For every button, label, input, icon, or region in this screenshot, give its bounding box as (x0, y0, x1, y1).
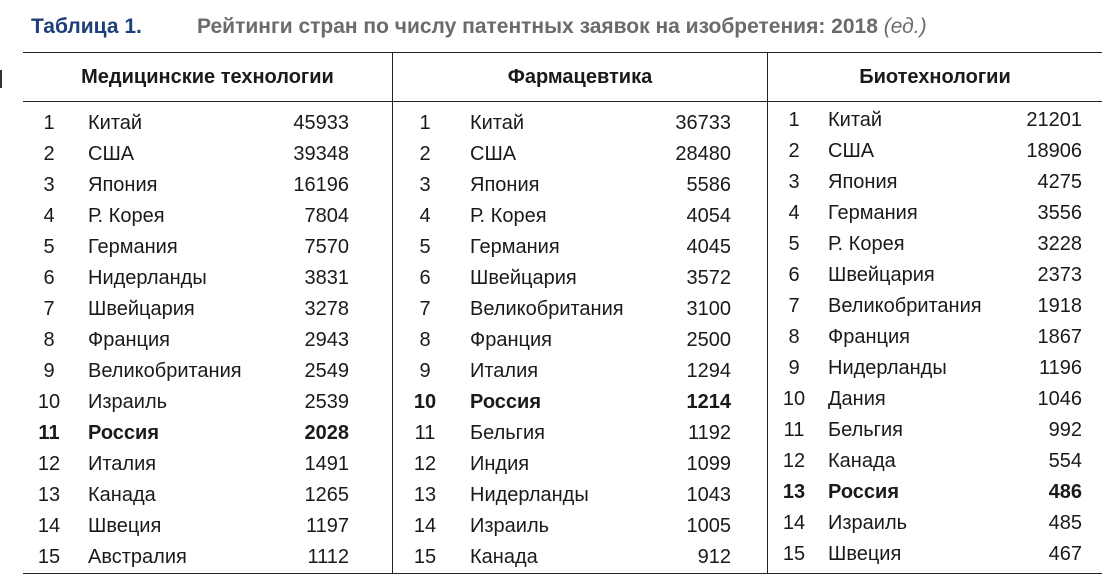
country-cell: Франция (828, 326, 910, 348)
rank-cell: 13 (413, 484, 437, 506)
country-cell: Израиль (88, 391, 168, 413)
value-cell: 36733 (675, 112, 731, 134)
table-row (768, 415, 1102, 446)
rank-cell: 14 (413, 515, 437, 537)
value-cell: 2500 (686, 329, 731, 351)
country-cell: Германия (88, 236, 178, 258)
value-cell: 3831 (304, 267, 349, 289)
table-row (768, 384, 1102, 415)
rank-cell: 9 (419, 360, 431, 382)
value-cell: 1214 (686, 391, 731, 413)
rank-cell: 1 (43, 112, 55, 134)
rank-cell: 12 (413, 453, 437, 475)
value-cell: 4045 (686, 236, 731, 258)
column-biotech (768, 53, 1102, 573)
table-row (393, 449, 767, 480)
value-cell: 2028 (304, 422, 349, 444)
table-number: Таблица 1. (31, 15, 142, 38)
value-cell: 16196 (293, 174, 349, 196)
country-cell: Япония (470, 174, 540, 196)
table-row (768, 322, 1102, 353)
rank-cell: 15 (782, 543, 806, 565)
rank-cell: 10 (37, 391, 61, 413)
country-cell: Франция (470, 329, 552, 351)
value-cell: 486 (1048, 481, 1082, 503)
table-row (393, 139, 767, 170)
table-row (768, 229, 1102, 260)
rank-cell: 15 (37, 546, 61, 568)
table-row (393, 325, 767, 356)
value-cell: 4275 (1037, 171, 1082, 193)
country-cell: Нидерланды (88, 267, 207, 289)
country-cell: Канада (828, 450, 896, 472)
country-cell: Швейцария (828, 264, 935, 286)
country-cell: Дания (828, 388, 886, 410)
country-cell: Великобритания (828, 295, 982, 317)
country-cell: Бельгия (828, 419, 903, 441)
table-row (23, 480, 392, 511)
value-cell: 3572 (686, 267, 731, 289)
rank-cell: 3 (419, 174, 431, 196)
rank-cell: 9 (43, 360, 55, 382)
table-row (768, 353, 1102, 384)
column-medtech (23, 53, 392, 573)
value-cell: 1918 (1037, 295, 1082, 317)
value-cell: 485 (1048, 512, 1082, 534)
value-cell: 1196 (1038, 357, 1082, 379)
value-cell: 7804 (304, 205, 349, 227)
country-cell: Италия (470, 360, 539, 382)
value-cell: 39348 (293, 143, 349, 165)
table-row (768, 136, 1102, 167)
rank-cell: 12 (782, 450, 806, 472)
country-cell: Германия (828, 202, 918, 224)
value-cell: 1265 (304, 484, 349, 506)
value-cell: 2549 (304, 360, 349, 382)
value-cell: 5586 (686, 174, 731, 196)
table-row (393, 294, 767, 325)
table-row (23, 356, 392, 387)
country-cell: Бельгия (470, 422, 545, 444)
table-row (23, 542, 392, 573)
rank-cell: 14 (782, 512, 806, 534)
value-cell: 1112 (307, 546, 349, 568)
table-row (768, 539, 1102, 570)
value-cell: 1491 (304, 453, 349, 475)
table-row (768, 198, 1102, 229)
value-cell: 7570 (304, 236, 349, 258)
value-cell: 1197 (305, 515, 349, 537)
table-row (23, 170, 392, 201)
rank-cell: 10 (782, 388, 806, 410)
value-cell: 1099 (686, 453, 731, 475)
country-cell: Россия (88, 422, 160, 444)
column-header: Фармацевтика (393, 53, 767, 102)
country-cell: Канада (470, 546, 538, 568)
country-cell: Великобритания (88, 360, 242, 382)
table-row (23, 232, 392, 263)
rank-cell: 8 (788, 326, 800, 348)
value-cell: 28480 (675, 143, 731, 165)
rank-cell: 4 (788, 202, 800, 224)
country-cell: Россия (470, 391, 542, 413)
column-header: Медицинские технологии (23, 53, 392, 102)
table-row (23, 201, 392, 232)
country-cell: Швеция (88, 515, 162, 537)
rank-cell: 5 (788, 233, 800, 255)
country-cell: Австралия (88, 546, 187, 568)
table-row (23, 139, 392, 170)
rank-cell: 14 (37, 515, 61, 537)
rank-cell: 5 (43, 236, 55, 258)
country-cell: Нидерланды (470, 484, 589, 506)
rank-cell: 7 (419, 298, 431, 320)
country-cell: Канада (88, 484, 156, 506)
table-row (23, 325, 392, 356)
table-row (768, 105, 1102, 136)
rank-cell: 6 (788, 264, 800, 286)
country-cell: Нидерланды (828, 357, 947, 379)
table-row (23, 263, 392, 294)
rank-cell: 11 (414, 422, 436, 444)
value-cell: 2943 (304, 329, 349, 351)
value-cell: 1192 (687, 422, 731, 444)
table-title: Рейтинги стран по числу патентных заявок на изобретения: 2018 (197, 15, 878, 38)
table-row (393, 418, 767, 449)
country-cell: Япония (88, 174, 158, 196)
rank-cell: 12 (37, 453, 61, 475)
rank-cell: 8 (419, 329, 431, 351)
rank-cell: 2 (788, 140, 800, 162)
table-row (23, 511, 392, 542)
value-cell: 1005 (686, 515, 731, 537)
country-cell: Р. Корея (88, 205, 165, 227)
country-cell: Индия (470, 453, 530, 475)
country-cell: США (470, 143, 517, 165)
table-row (768, 477, 1102, 508)
rank-cell: 7 (43, 298, 55, 320)
table-row (23, 387, 392, 418)
value-cell: 3556 (1037, 202, 1082, 224)
country-cell: Япония (828, 171, 898, 193)
rank-cell: 3 (43, 174, 55, 196)
rank-cell: 4 (419, 205, 431, 227)
country-cell: Китай (88, 112, 143, 134)
table-row (393, 356, 767, 387)
value-cell: 3278 (304, 298, 349, 320)
rank-cell: 13 (37, 484, 61, 506)
value-cell: 3100 (686, 298, 731, 320)
value-cell: 18906 (1026, 140, 1082, 162)
table-row (23, 108, 392, 139)
rank-cell: 7 (788, 295, 800, 317)
margin-mark (0, 70, 2, 88)
table-row (393, 263, 767, 294)
value-cell: 1046 (1037, 388, 1082, 410)
table-row (393, 387, 767, 418)
rank-cell: 2 (43, 143, 55, 165)
value-cell: 2373 (1037, 264, 1082, 286)
table-row (393, 201, 767, 232)
rank-cell: 9 (788, 357, 800, 379)
value-cell: 21201 (1026, 109, 1082, 131)
country-cell: Р. Корея (828, 233, 905, 255)
country-cell: Италия (88, 453, 157, 475)
table-row (23, 294, 392, 325)
value-cell: 1867 (1037, 326, 1082, 348)
table-row (393, 480, 767, 511)
country-cell: Израиль (470, 515, 550, 537)
country-cell: Швейцария (88, 298, 195, 320)
table-row (768, 167, 1102, 198)
rank-cell: 6 (43, 267, 55, 289)
table-row (393, 542, 767, 573)
value-cell: 912 (697, 546, 731, 568)
country-cell: Израиль (828, 512, 908, 534)
rank-cell: 11 (38, 422, 60, 444)
rank-cell: 10 (413, 391, 437, 413)
table-row (23, 449, 392, 480)
country-cell: Швеция (828, 543, 902, 565)
value-cell: 1043 (686, 484, 731, 506)
table-row (768, 291, 1102, 322)
country-cell: Германия (470, 236, 560, 258)
rank-cell: 15 (413, 546, 437, 568)
rank-cell: 2 (419, 143, 431, 165)
rank-cell: 1 (419, 112, 431, 134)
table-row (393, 511, 767, 542)
value-cell: 467 (1048, 543, 1082, 565)
rank-cell: 13 (782, 481, 806, 503)
table-row (768, 260, 1102, 291)
table-row (393, 232, 767, 263)
country-cell: Великобритания (470, 298, 624, 320)
value-cell: 2539 (304, 391, 349, 413)
table-unit: (ед.) (883, 15, 927, 38)
value-cell: 1294 (686, 360, 731, 382)
rank-cell: 6 (419, 267, 431, 289)
country-cell: Россия (828, 481, 900, 503)
rank-cell: 8 (43, 329, 55, 351)
rank-cell: 3 (788, 171, 800, 193)
value-cell: 554 (1048, 450, 1082, 472)
table-row (393, 170, 767, 201)
country-cell: Китай (470, 112, 525, 134)
country-cell: США (828, 140, 875, 162)
country-cell: Швейцария (470, 267, 577, 289)
table-row (768, 446, 1102, 477)
country-cell: Р. Корея (470, 205, 547, 227)
column-pharma (392, 53, 768, 573)
country-cell: Китай (828, 109, 883, 131)
value-cell: 992 (1048, 419, 1082, 441)
rank-cell: 1 (788, 109, 800, 131)
value-cell: 3228 (1037, 233, 1082, 255)
column-header: Биотехнологии (768, 53, 1102, 102)
rank-cell: 5 (419, 236, 431, 258)
table-row (23, 418, 392, 449)
rank-cell: 4 (43, 205, 55, 227)
table-row (768, 508, 1102, 539)
value-cell: 4054 (686, 205, 731, 227)
table-caption (31, 12, 927, 42)
country-cell: США (88, 143, 135, 165)
table-row (393, 108, 767, 139)
value-cell: 45933 (293, 112, 349, 134)
rank-cell: 11 (783, 419, 805, 441)
country-cell: Франция (88, 329, 170, 351)
ranking-table (23, 52, 1102, 574)
